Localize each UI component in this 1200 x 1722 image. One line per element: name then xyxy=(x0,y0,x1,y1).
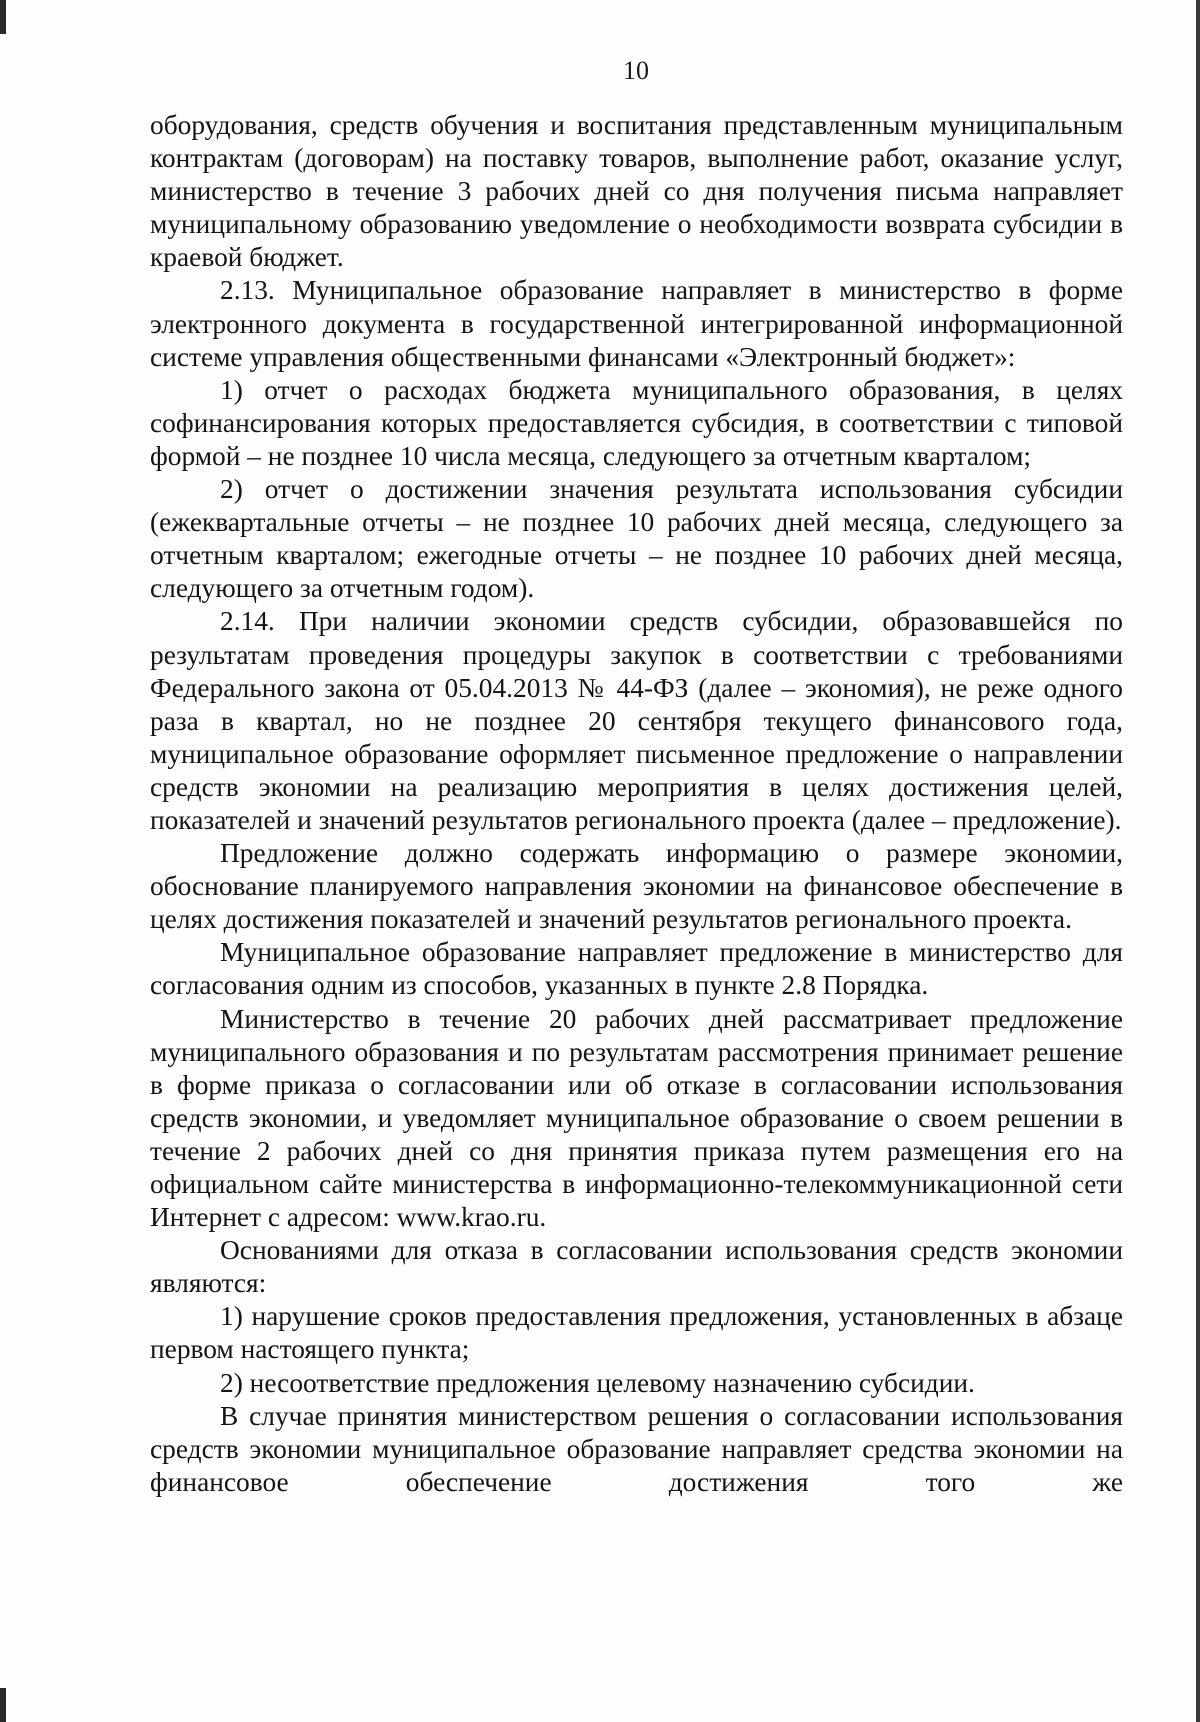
paragraph-refusal-grounds: Основаниями для отказа в согласовании использования средств экономии являются: xyxy=(150,1235,1123,1299)
paragraph-report-results: 2) отчет о достижении значения результата использования субсидии (ежеквартальные отчеты – не позднее 10 рабочих дней месяца, следующего за отчетным кварталом; ежегодные отчеты – не позднее 10 рабочих дней месяца, следующего за отчетным годом). xyxy=(150,474,1123,604)
document-body xyxy=(150,109,1123,1499)
paragraph-proposal-submission: Муниципальное образование направляет предложение в министерство для согласования одним из способов, указанных в пункте 2.8 Порядка. xyxy=(150,937,1123,1001)
paragraph-2-14: 2.14. При наличии экономии средств субсидии, образовавшейся по результатам проведения процедуры закупок в соответствии с требованиями Федерального закона от 05.04.2013 № 44-ФЗ (далее – экономия), не реже одного раза в квартал, но не позднее 20 сентября текущего финансового года, муниципальное образование оформляет письменное предложение о направлении средств экономии на реализацию мероприятия в целях достижения целей, показателей и значений результатов регионального проекта (далее – предложение). xyxy=(150,606,1123,835)
paragraph-approval-case: В случае принятия министерством решения о согласовании использования средств экономии муниципальное образование направляет средства экономии на финансовое обеспечение достижения того же xyxy=(150,1400,1123,1497)
paragraph-report-expenses: 1) отчет о расходах бюджета муниципального образования, в целях софинансирования которых предоставляется субсидия, в соответствии с типовой формой – не позднее 10 числа месяца, следующего за отчетным кварталом; xyxy=(150,374,1123,471)
paragraph-refusal-ground-1: 1) нарушение сроков предоставления предложения, установленных в абзаце первом настоящего пункта; xyxy=(150,1301,1123,1365)
paragraph-ministry-decision: Министерство в течение 20 рабочих дней рассматривает предложение муниципального образования и по результатам рассмотрения принимает решение в форме приказа о согласовании или об отказе в согласовании использования средств экономии, и уведомляет муниципальное образование о своем решении в течение 2 рабочих дней со дня принятия приказа путем размещения его на официальном сайте министерства в информационно-телекоммуникационной сети Интернет с адресом: www.krao.ru. xyxy=(150,1003,1123,1233)
paragraph-continuation: оборудования, средств обучения и воспитания представленным муниципальным контрактам (договорам) на поставку товаров, выполнение работ, оказание услуг, министерство в течение 3 рабочих дней со дня получения письма направляет муниципальному образованию уведомление о необходимости возврата субсидии в краевой бюджет. xyxy=(150,110,1123,273)
paragraph-proposal-content: Предложение должно содержать информацию о размере экономии, обоснование планируемого направления экономии на финансовое обеспечение в целях достижения показателей и значений результатов регионального проекта. xyxy=(150,838,1123,935)
page-number: 10 xyxy=(623,56,649,85)
scan-edge-right xyxy=(1196,0,1200,1722)
paragraph-2-13: 2.13. Муниципальное образование направляет в министерство в форме электронного документа в государственной интегрированной информационной системе управления общественными финансами «Электронный бюджет»: xyxy=(150,275,1123,372)
scan-edge-left-top xyxy=(0,0,6,34)
paragraph-refusal-ground-2: 2) несоответствие предложения целевому назначению субсидии. xyxy=(220,1367,975,1398)
scan-edge-left-bottom xyxy=(0,1688,6,1722)
